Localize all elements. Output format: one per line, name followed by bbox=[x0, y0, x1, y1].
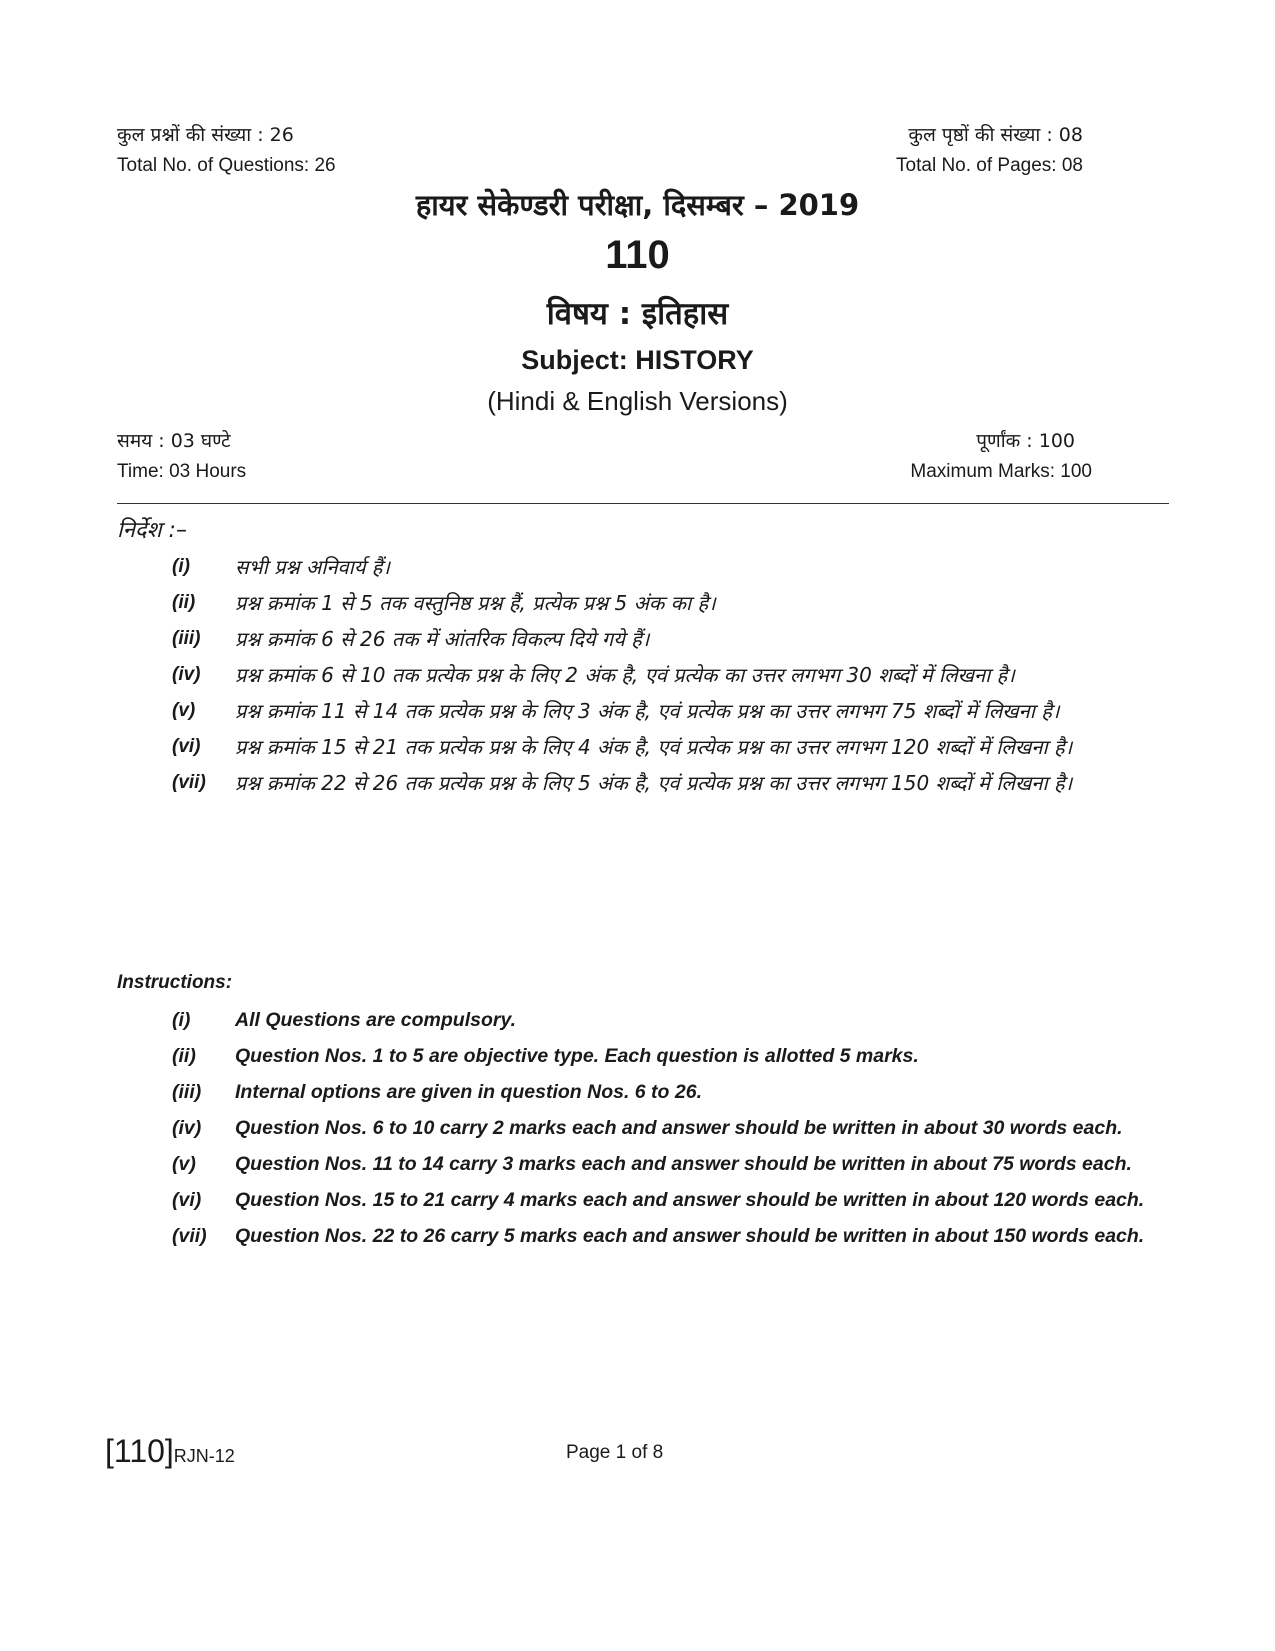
instruction-item bbox=[172, 1218, 1172, 1254]
direction-text: प्रश्न क्रमांक 6 से 10 तक प्रत्येक प्रश्न के लिए 2 अंक है, एवं प्रत्येक का उत्तर लगभग 30 शब्दों में लिखना है। bbox=[235, 663, 1015, 687]
instruction-item bbox=[172, 1002, 1172, 1038]
direction-number: (iii) bbox=[172, 628, 201, 649]
time-hindi: समय : 03 घण्टे bbox=[117, 430, 231, 452]
time-english: Time: 03 Hours bbox=[117, 461, 247, 482]
directions-heading: निर्देश :– bbox=[117, 518, 187, 543]
instruction-number: (iv) bbox=[172, 1117, 202, 1139]
total-pages-english: Total No. of Pages: 08 bbox=[896, 155, 1083, 176]
marks-english: Maximum Marks: 100 bbox=[910, 461, 1092, 482]
direction-text: प्रश्न क्रमांक 11 से 14 तक प्रत्येक प्रश्न के लिए 3 अंक है, एवं प्रत्येक प्रश्न का उत्तर लगभग 75 शब्दों में लिखना है। bbox=[235, 699, 1060, 723]
marks-hindi: पूर्णांक : 100 bbox=[976, 430, 1075, 452]
direction-text: सभी प्रश्न अनिवार्य हैं। bbox=[235, 555, 391, 579]
direction-item bbox=[172, 550, 1172, 584]
direction-item bbox=[172, 658, 1172, 692]
divider-line bbox=[117, 503, 1169, 504]
page-number: Page 1 of 8 bbox=[566, 1442, 664, 1463]
direction-item bbox=[172, 586, 1172, 620]
direction-item bbox=[172, 730, 1172, 764]
instruction-number: (v) bbox=[172, 1153, 196, 1175]
direction-text: प्रश्न क्रमांक 22 से 26 तक प्रत्येक प्रश्न के लिए 5 अंक है, एवं प्रत्येक प्रश्न का उत्तर लगभग 150 शब्दों में लिखना है। bbox=[235, 771, 1073, 795]
instruction-text: Question Nos. 1 to 5 are objective type. Each question is allotted 5 marks. bbox=[235, 1045, 919, 1067]
direction-item bbox=[172, 766, 1172, 800]
subject-hindi: विषय : इतिहास bbox=[546, 296, 729, 332]
directions-list bbox=[172, 550, 1172, 802]
direction-text: प्रश्न क्रमांक 15 से 21 तक प्रत्येक प्रश्न के लिए 4 अंक है, एवं प्रत्येक प्रश्न का उत्तर लगभग 120 शब्दों में लिखना है। bbox=[235, 735, 1073, 759]
instruction-number: (i) bbox=[172, 1009, 191, 1031]
instruction-text: Question Nos. 6 to 10 carry 2 marks each and answer should be written in about 30 words each. bbox=[235, 1117, 1123, 1139]
direction-number: (vii) bbox=[172, 772, 206, 793]
footer-paper-code bbox=[105, 1431, 235, 1476]
instruction-number: (ii) bbox=[172, 1045, 196, 1067]
exam-title: हायर सेकेण्डरी परीक्षा, दिसम्बर – 2019 bbox=[415, 188, 860, 222]
instruction-text: Internal options are given in question Nos. 6 to 26. bbox=[235, 1081, 702, 1103]
instruction-text: All Questions are compulsory. bbox=[235, 1009, 517, 1031]
instruction-number: (iii) bbox=[172, 1081, 202, 1103]
subject-english: Subject: HISTORY bbox=[521, 345, 754, 375]
direction-item bbox=[172, 622, 1172, 656]
instruction-item bbox=[172, 1038, 1172, 1074]
instructions-heading: Instructions: bbox=[117, 972, 233, 993]
total-questions-hindi: कुल प्रश्नों की संख्या : 26 bbox=[117, 124, 294, 146]
total-questions-english: Total No. of Questions: 26 bbox=[117, 155, 336, 176]
instruction-text: Question Nos. 11 to 14 carry 3 marks each and answer should be written in about 75 words each. bbox=[235, 1153, 1132, 1175]
instruction-item bbox=[172, 1074, 1172, 1110]
total-pages-hindi: कुल पृष्ठों की संख्या : 08 bbox=[908, 124, 1083, 146]
direction-text: प्रश्न क्रमांक 1 से 5 तक वस्तुनिष्ठ प्रश्न हैं, प्रत्येक प्रश्न 5 अंक का है। bbox=[235, 591, 716, 615]
instruction-text: Question Nos. 22 to 26 carry 5 marks each and answer should be written in about 150 words each. bbox=[235, 1225, 1145, 1247]
instruction-number: (vii) bbox=[172, 1225, 207, 1247]
instructions-list bbox=[172, 1002, 1172, 1254]
direction-number: (vi) bbox=[172, 736, 201, 757]
direction-item bbox=[172, 694, 1172, 728]
direction-text: प्रश्न क्रमांक 6 से 26 तक में आंतरिक विकल्प दिये गये हैं। bbox=[235, 627, 650, 651]
paper-code: 110 bbox=[605, 233, 670, 277]
direction-number: (v) bbox=[172, 700, 196, 721]
direction-number: (iv) bbox=[172, 664, 201, 685]
footer-series: RJN-12 bbox=[173, 1446, 235, 1466]
versions-note: (Hindi & English Versions) bbox=[487, 386, 788, 416]
instruction-text: Question Nos. 15 to 21 carry 4 marks each and answer should be written in about 120 words each. bbox=[235, 1189, 1145, 1211]
direction-number: (i) bbox=[172, 556, 190, 577]
instruction-number: (vi) bbox=[172, 1189, 202, 1211]
footer-code-number: [110] bbox=[105, 1433, 174, 1469]
instruction-item bbox=[172, 1182, 1172, 1218]
direction-number: (ii) bbox=[172, 592, 196, 613]
instruction-item bbox=[172, 1110, 1172, 1146]
instruction-item bbox=[172, 1146, 1172, 1182]
